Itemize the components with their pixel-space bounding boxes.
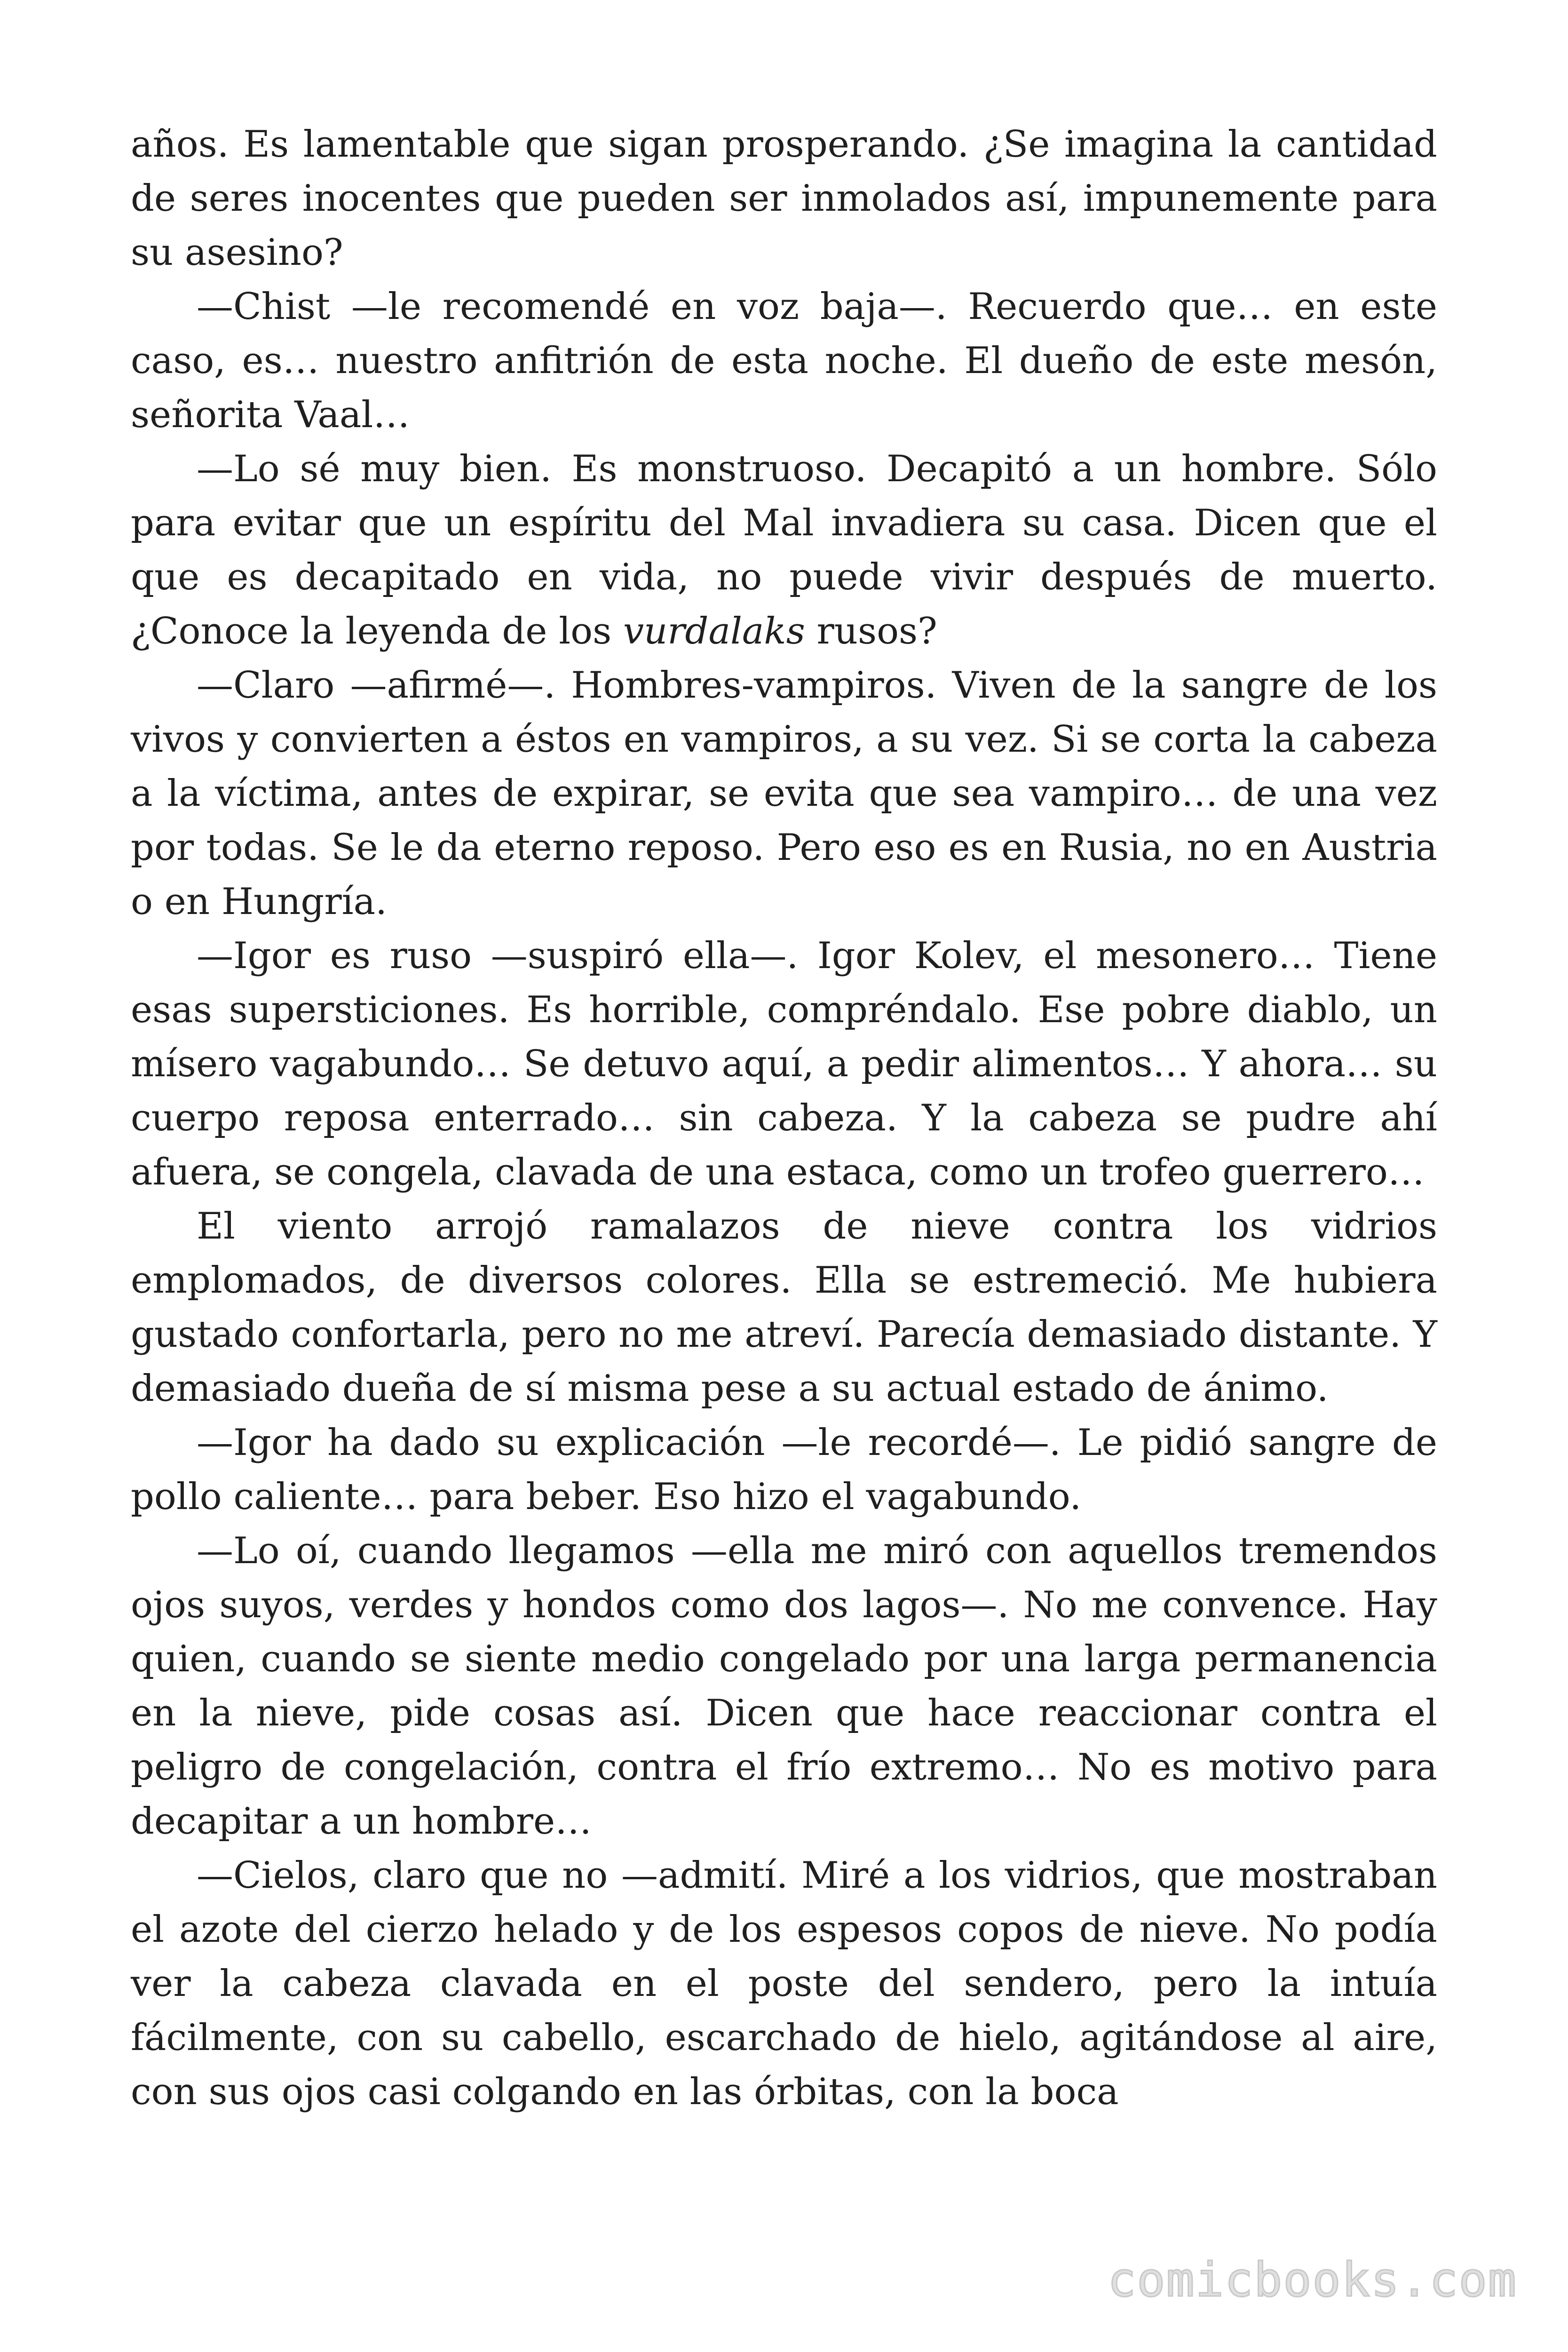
italic-term: vurdalaks (623, 610, 805, 652)
paragraph-text: —Igor ha dado su explicación —le recordé—. Le pidió sangre de pollo caliente… para beber. Eso hizo el vagabundo. (131, 1422, 1437, 1518)
paragraph-8 (131, 1524, 1437, 1849)
paragraph-text: —Lo oí, cuando llegamos —ella me miró con aquellos tremendos ojos suyos, verdes y hondos como dos lagos—. No me convence. Hay quien, cuando se siente medio congelado por una larga permanencia en la nieve, pide cosas así. Dicen que hace reaccionar contra el peligro de congelación, contra el frío extremo… No es motivo para decapitar a un hombre… (131, 1530, 1437, 1843)
paragraph-text: —Claro —afirmé—. Hombres-vampiros. Viven de la sangre de los vivos y convierten a éstos en vampiros, a su vez. Si se corta la cabeza a la víctima, antes de expirar, se evita que sea vampiro… de una vez por todas. Se le da eterno reposo. Pero eso es en Rusia, no en Austria o en Hungría. (131, 664, 1437, 923)
paragraph-6 (131, 1200, 1437, 1416)
paragraph-4 (131, 659, 1437, 929)
paragraph-text: El viento arrojó ramalazos de nieve contra los vidrios emplomados, de diversos colores. Ella se estremeció. Me hubiera gustado confortarla, pero no me atreví. Parecía demasiado distante. Y demasiado dueña de sí misma pese a su actual estado de ánimo. (131, 1205, 1437, 1410)
paragraph-2 (131, 280, 1437, 442)
paragraph-text: —Chist —le recomendé en voz baja—. Recuerdo que… en este caso, es… nuestro anfitrión de esta noche. El dueño de este mesón, señorita Vaal… (131, 286, 1437, 436)
page-text (131, 118, 1437, 2119)
paragraph-5 (131, 929, 1437, 1200)
paragraph-text: —Lo sé muy bien. Es monstruoso. Decapitó a un hombre. Sólo para evitar que un espíritu del Mal invadiera su casa. Dicen que el que es decapitado en vida, no puede vivir después de muerto. ¿Conoce la leyenda de los (131, 448, 1437, 652)
paragraph-1 (131, 118, 1437, 280)
paragraph-3 (131, 442, 1437, 659)
paragraph-7 (131, 1416, 1437, 1524)
paragraph-9 (131, 1849, 1437, 2119)
paragraph-text: —Igor es ruso —suspiró ella—. Igor Kolev, el mesonero… Tiene esas supersticiones. Es horrible, compréndalo. Ese pobre diablo, un mísero vagabundo… Se detuvo aquí, a pedir alimentos… Y ahora… su cuerpo reposa enterrado… sin cabeza. Y la cabeza se pudre ahí afuera, se congela, clavada de una estaca, como un trofeo guerrero… (131, 935, 1437, 1193)
watermark: comicbooks.com (1108, 2252, 1517, 2307)
paragraph-text: años. Es lamentable que sigan prosperando. ¿Se imagina la cantidad de seres inocentes que pueden ser inmolados así, impunemente para su asesino? (131, 123, 1437, 274)
paragraph-text: rusos? (805, 610, 937, 652)
paragraph-text: —Cielos, claro que no —admití. Miré a los vidrios, que mostraban el azote del cierzo helado y de los espesos copos de nieve. No podía ver la cabeza clavada en el poste del sendero, pero la intuía fácilmente, con su cabello, escarchado de hielo, agitándose al aire, con sus ojos casi colgando en las órbitas, con la boca (131, 1854, 1437, 2113)
